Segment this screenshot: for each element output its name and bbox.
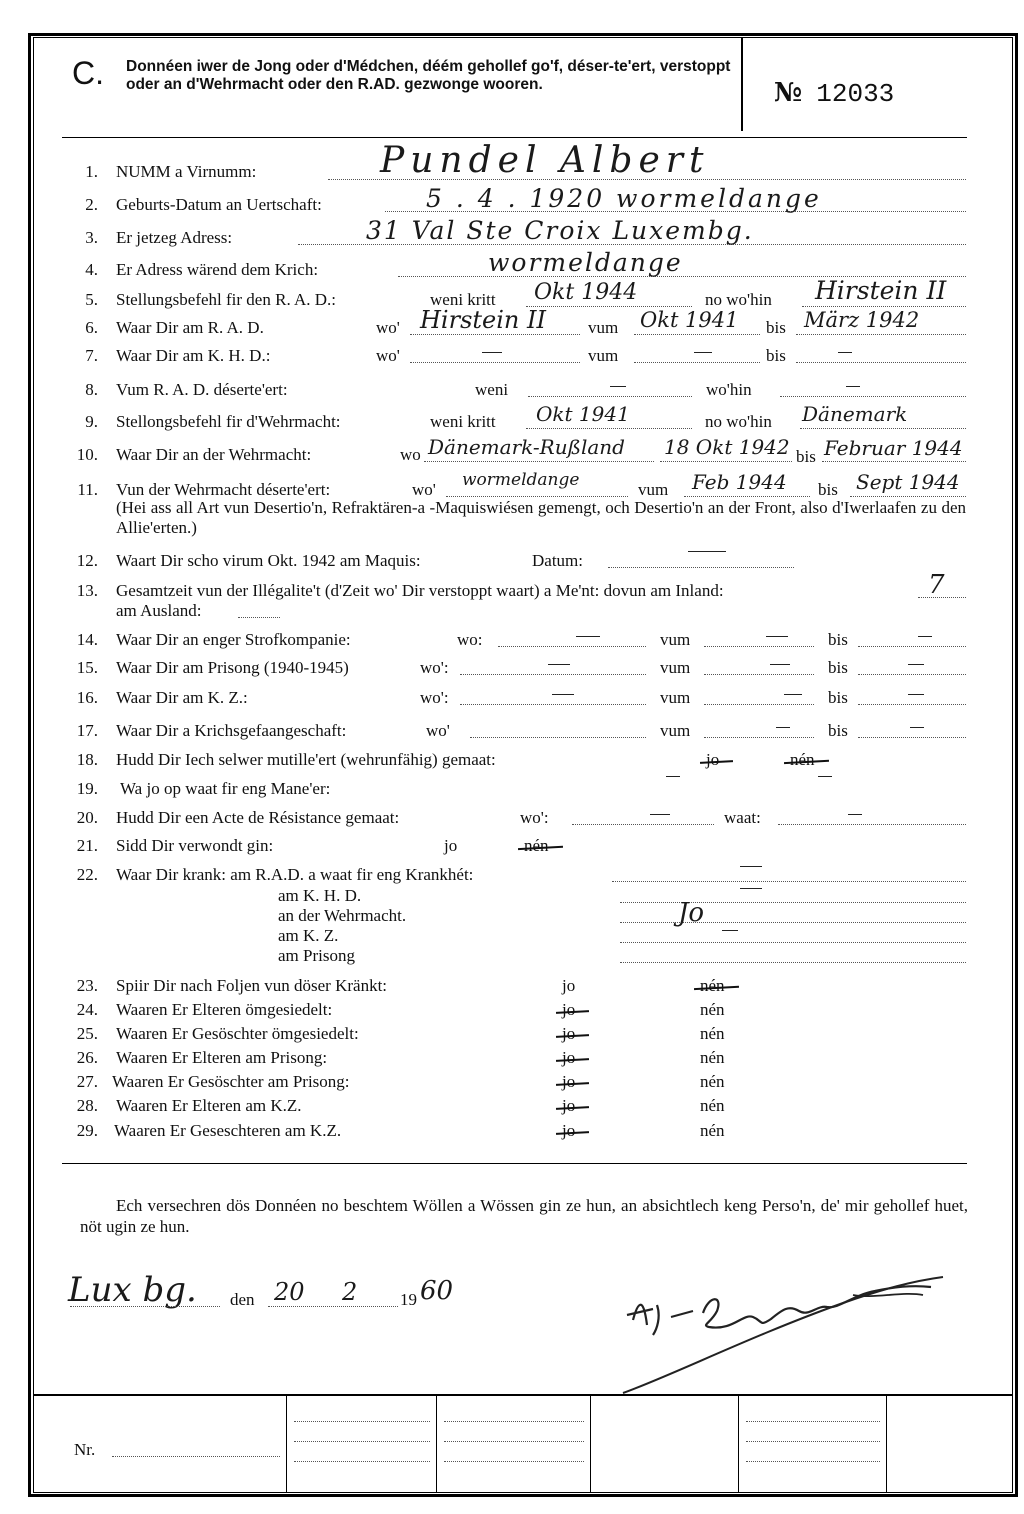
option-jo-struck: jo [562, 1024, 576, 1043]
option-nen-struck: nén [700, 976, 725, 995]
fill-line [620, 962, 966, 963]
option-nen[interactable]: nén [700, 1072, 725, 1091]
option-jo[interactable] [562, 1024, 575, 1044]
option-jo[interactable] [562, 1072, 575, 1092]
fill-line [746, 1421, 880, 1422]
field-value[interactable]: 18 Okt 1942 [664, 435, 790, 459]
header-rule [62, 137, 967, 138]
footer-nr-label: Nr. [74, 1440, 96, 1459]
field-value[interactable]: Dänemark [802, 402, 908, 426]
row-number: 24. [76, 1000, 98, 1019]
option-nen-struck: nén [524, 836, 549, 855]
field-label: Waar Dir krank: am R.A.D. a waat fir eng Krankhét: [116, 865, 474, 884]
row-number: 13. [76, 581, 98, 600]
section-divider [62, 1163, 967, 1164]
row-number: 10. [76, 445, 98, 464]
option-nen[interactable]: nén [700, 1024, 725, 1043]
blank-dash [818, 776, 832, 777]
option-nen-struck: nén [790, 750, 815, 769]
option-nen[interactable]: nén [700, 1000, 725, 1019]
fill-line [112, 1456, 280, 1457]
blank-dash [694, 352, 712, 353]
number-sign: № [774, 78, 803, 108]
blank-dash [908, 694, 924, 695]
fill-line [858, 704, 966, 705]
field-value-name[interactable]: Pundel Albert [380, 140, 710, 181]
fill-line [780, 396, 966, 397]
blank-dash [650, 814, 670, 815]
fill-line [444, 1441, 584, 1442]
fill-line [620, 942, 966, 943]
fill-line [526, 306, 692, 307]
blank-dash [776, 727, 790, 728]
sub-label: vum [588, 318, 619, 337]
sub-label: wo: [457, 630, 483, 649]
row-number: 19. [76, 779, 98, 798]
field-note: (Hei ass all Art vun Desertio'n, Refraktären-a -Maquiswiésen gemengt, och Desertio'n an der Front, also d'Iwerlaafen zu den Allie'erten.) [116, 498, 966, 537]
fill-line [634, 334, 760, 335]
fill-line [822, 461, 966, 462]
sub-label: vum [660, 721, 691, 740]
field-value[interactable]: Okt 1941 [640, 308, 739, 332]
field-label: Waaren Er Elteren am K.Z. [116, 1096, 302, 1115]
blank-dash [784, 694, 802, 695]
fill-line [850, 496, 966, 497]
row-number: 14. [76, 630, 98, 649]
fill-line [526, 428, 692, 429]
sub-label: vum [660, 688, 691, 707]
sub-label: vum [638, 480, 669, 499]
fill-line [498, 646, 646, 647]
row-number: 12. [76, 551, 98, 570]
fill-line [608, 567, 794, 568]
row-number: 6. [85, 318, 98, 337]
blank-dash [838, 352, 852, 353]
option-jo[interactable] [562, 1096, 575, 1116]
fill-line [268, 1306, 398, 1307]
sub-label: am K. Z. [278, 926, 339, 945]
sub-label: vum [588, 346, 619, 365]
row-number: 11. [77, 480, 98, 499]
sub-label: wo': [420, 658, 449, 677]
blank-dash [610, 386, 626, 387]
fill-line [704, 674, 814, 675]
row-number: 27. [76, 1072, 98, 1091]
row-number: 3. [85, 228, 98, 247]
sub-label: bis [828, 688, 848, 707]
field-value[interactable]: Hirstein II [420, 306, 546, 334]
fill-line [612, 881, 966, 882]
blank-dash [910, 727, 924, 728]
blank-dash [548, 664, 570, 665]
sub-label: wo': [520, 808, 549, 827]
option-jo-struck: jo [562, 1000, 576, 1019]
row-number: 4. [85, 260, 98, 279]
fill-line [802, 306, 966, 307]
section-letter: C. [72, 55, 104, 91]
field-label: Waaren Er Gesöschter am Prisong: [112, 1072, 350, 1091]
option-jo[interactable] [562, 1121, 575, 1141]
option-jo[interactable]: jo [562, 976, 576, 995]
sub-label: bis [828, 721, 848, 740]
sub-label: no wo'hin [705, 412, 772, 431]
sub-label: weni kritt [430, 412, 496, 431]
fill-line [704, 737, 814, 738]
blank-dash [770, 664, 790, 665]
row-number: 21. [76, 836, 98, 855]
table-column-divider [436, 1395, 437, 1493]
fill-line [660, 461, 792, 462]
blank-dash [552, 694, 574, 695]
row-number: 17. [76, 721, 98, 740]
row-number: 5. [85, 290, 98, 309]
sub-label: wo' [376, 318, 400, 337]
field-label: Er Adress wärend dem Krich: [116, 260, 319, 279]
row-number: 15. [76, 658, 98, 677]
sub-label: bis [828, 658, 848, 677]
blank-dash [766, 636, 788, 637]
blank-dash [740, 888, 762, 889]
form-number [774, 78, 894, 109]
option-nen[interactable] [700, 976, 725, 996]
fill-line [446, 496, 628, 497]
fill-line [410, 334, 580, 335]
fill-line [858, 737, 966, 738]
fill-line [684, 496, 810, 497]
blank-dash [848, 814, 862, 815]
row-number: 16. [76, 688, 98, 707]
field-value[interactable]: Dänemark-Rußland [428, 435, 625, 459]
field-label: Vun der Wehrmacht déserte'ert: [116, 480, 331, 499]
sub-label: bis [796, 447, 816, 466]
header-divider [741, 37, 743, 131]
sub-label: wo' [412, 480, 436, 499]
sub-label: vum [660, 658, 691, 677]
sub-label: wo' [426, 721, 450, 740]
fill-line [460, 704, 646, 705]
blank-dash [576, 636, 600, 637]
field-value[interactable]: Jo [678, 898, 705, 928]
date-year[interactable]: 60 [420, 1276, 454, 1306]
blank-dash [722, 930, 738, 931]
blank-dash [846, 386, 860, 387]
field-label: Waaren Er Elteren ömgesiedelt: [116, 1000, 333, 1019]
field-label: Hudd Dir Iech selwer mutille'ert (wehrunfähig) gemaat: [116, 750, 496, 769]
fill-line [470, 737, 646, 738]
fill-line [620, 902, 966, 903]
sub-label: wo': [420, 688, 449, 707]
sub-label: bis [766, 318, 786, 337]
fill-line [70, 1306, 220, 1307]
fill-line [746, 1441, 880, 1442]
bottom-rule [33, 1394, 1013, 1396]
form-title: Donnéen iwer de Jong oder d'Médchen, déém gehollef go'f, déser-te'ert, verstoppt oder an d'Wehrmacht oder den R.AD. gezwonge wooren. [126, 58, 731, 93]
field-label: Spiir Dir nach Foljen vun döser Kränkt: [116, 976, 388, 995]
option-nen[interactable]: nén [700, 1121, 725, 1140]
option-nen[interactable]: nén [700, 1048, 725, 1067]
field-value-address[interactable]: 31 Val Ste Croix Luxembg. [366, 216, 754, 245]
fill-line [634, 362, 760, 363]
fill-line [294, 1441, 430, 1442]
sub-label: am Ausland: [116, 601, 202, 620]
signature-graphic [613, 1265, 953, 1395]
field-label: Waar Dir am R. A. D. [116, 318, 264, 337]
sub-label: Datum: [532, 551, 583, 570]
option-jo[interactable] [706, 750, 719, 770]
fill-line [800, 428, 966, 429]
row-number: 18. [76, 750, 98, 769]
row-number: 20. [76, 808, 98, 827]
table-column-divider [738, 1395, 739, 1493]
option-jo-struck: jo [562, 1121, 576, 1140]
field-value[interactable]: Hirstein II [815, 276, 947, 305]
sub-label: bis [766, 346, 786, 365]
option-jo-struck: jo [562, 1048, 576, 1067]
field-label: Stellongsbefehl fir d'Wehrmacht: [116, 412, 341, 431]
fill-line [460, 674, 646, 675]
row-number: 29. [76, 1121, 98, 1140]
option-jo[interactable] [562, 1000, 575, 1020]
fill-line [410, 362, 580, 363]
fill-line [704, 646, 814, 647]
field-value[interactable]: wormeldange [462, 470, 580, 490]
field-label: Waar Dir an der Wehrmacht: [116, 445, 312, 464]
sub-label: vum [660, 630, 691, 649]
option-jo-struck: jo [562, 1072, 576, 1091]
field-label: Stellungsbefehl fir den R. A. D.: [116, 290, 337, 309]
fill-line [294, 1421, 430, 1422]
year-prefix: 19 [400, 1290, 417, 1309]
field-label: NUMM a Virnumm: [116, 162, 257, 181]
sub-label: waat: [724, 808, 761, 827]
option-nen[interactable]: nén [700, 1096, 725, 1115]
date-label: den [230, 1290, 255, 1309]
sub-label: bis [818, 480, 838, 499]
fill-line [294, 1461, 430, 1462]
field-label: Sidd Dir verwondt gin: [116, 836, 274, 855]
sub-label: weni kritt [430, 290, 496, 309]
field-value-birth[interactable]: 5 . 4 . 1920 wormeldange [426, 184, 822, 213]
fill-line [796, 362, 966, 363]
fill-line [572, 824, 714, 825]
row-number: 2. [85, 195, 98, 214]
blank-dash [688, 551, 726, 552]
row-number: 7. [85, 346, 98, 365]
option-jo[interactable] [562, 1048, 575, 1068]
date-day[interactable]: 20 [274, 1278, 305, 1306]
field-label: Waart Dir scho virum Okt. 1942 am Maquis: [116, 551, 421, 570]
field-value[interactable]: Feb 1944 [692, 470, 787, 494]
fill-line [444, 1461, 584, 1462]
field-value[interactable]: Okt 1944 [534, 280, 638, 305]
sub-label: wo [400, 445, 421, 464]
fill-line [746, 1461, 880, 1462]
blank-dash [908, 664, 924, 665]
field-label: Waar Dir an enger Strofkompanie: [116, 630, 351, 649]
field-label: Waar Dir a Krichsgefaangeschaft: [116, 721, 347, 740]
fill-line [238, 617, 280, 618]
field-label: Gesamtzeit vun der Illégalite't (d'Zeit wo' Dir verstoppt waart) a Me'nt: dovun am Inland: [116, 581, 724, 600]
sub-label: an der Wehrmacht. [278, 906, 407, 925]
row-number: 23. [76, 976, 98, 995]
blank-dash [740, 866, 762, 867]
field-value[interactable]: März 1942 [804, 308, 920, 332]
fill-line [424, 461, 654, 462]
fill-line [528, 396, 692, 397]
table-column-divider [286, 1395, 287, 1493]
option-jo-struck: jo [706, 750, 720, 769]
row-number: 26. [76, 1048, 98, 1067]
row-number: 28. [76, 1096, 98, 1115]
field-value-war-address[interactable]: wormeldange [488, 248, 683, 277]
option-jo[interactable]: jo [444, 836, 458, 855]
fill-line [620, 922, 966, 923]
field-value[interactable]: Sept 1944 [856, 470, 960, 494]
row-number: 22. [76, 865, 98, 884]
fill-line [778, 824, 966, 825]
declaration-text: Ech versechren dös Donnéen no beschtem Wöllen a Wössen gin ze hun, an absichtlech keng Perso'n, de' mir gehollef huet, nöt ugin ze hun. [80, 1196, 968, 1236]
fill-line [444, 1421, 584, 1422]
sub-label: am Prisong [278, 946, 355, 965]
sub-label: bis [828, 630, 848, 649]
option-nen[interactable] [524, 836, 549, 856]
sub-label: weni [475, 380, 509, 399]
fill-line [796, 334, 966, 335]
field-label: Waar Dir am K. Z.: [116, 688, 248, 707]
field-label: Geburts-Datum an Uertschaft: [116, 195, 322, 214]
field-label: Waaren Er Geseschteren am K.Z. [114, 1121, 342, 1140]
fill-line [704, 704, 814, 705]
table-column-divider [886, 1395, 887, 1493]
field-label: Waaren Er Elteren am Prisong: [116, 1048, 328, 1067]
field-value[interactable]: Okt 1941 [536, 402, 630, 426]
sub-label: no wo'hin [705, 290, 772, 309]
fill-line [858, 646, 966, 647]
blank-dash [666, 776, 680, 777]
field-value[interactable]: 7 [928, 570, 945, 600]
row-number: 8. [85, 380, 98, 399]
option-jo-struck: jo [562, 1096, 576, 1115]
sub-label: am K. H. D. [278, 886, 362, 905]
row-number: 1. [85, 162, 98, 181]
option-nen[interactable] [790, 750, 815, 770]
field-label: Waaren Er Gesöschter ömgesiedelt: [116, 1024, 359, 1043]
blank-dash [482, 352, 502, 353]
sub-label: wo' [376, 346, 400, 365]
fill-line [858, 674, 966, 675]
table-column-divider [590, 1395, 591, 1493]
field-label: Waar Dir am K. H. D.: [116, 346, 271, 365]
field-label: Wa jo op waat fir eng Mane'er: [120, 779, 331, 798]
field-label: Vum R. A. D. déserte'ert: [116, 380, 288, 399]
number-value: 12033 [816, 79, 895, 109]
field-value[interactable]: Februar 1944 [824, 436, 963, 460]
row-number: 9. [85, 412, 98, 431]
field-label: Hudd Dir een Acte de Résistance gemaat: [116, 808, 400, 827]
date-month[interactable]: 2 [342, 1278, 358, 1306]
blank-dash [918, 636, 932, 637]
place-handwritten[interactable]: Lux bg. [68, 1270, 197, 1310]
field-label: Waar Dir am Prisong (1940-1945) [116, 658, 349, 677]
field-label: Er jetzeg Adress: [116, 228, 233, 247]
row-number: 25. [76, 1024, 98, 1043]
sub-label: wo'hin [706, 380, 752, 399]
